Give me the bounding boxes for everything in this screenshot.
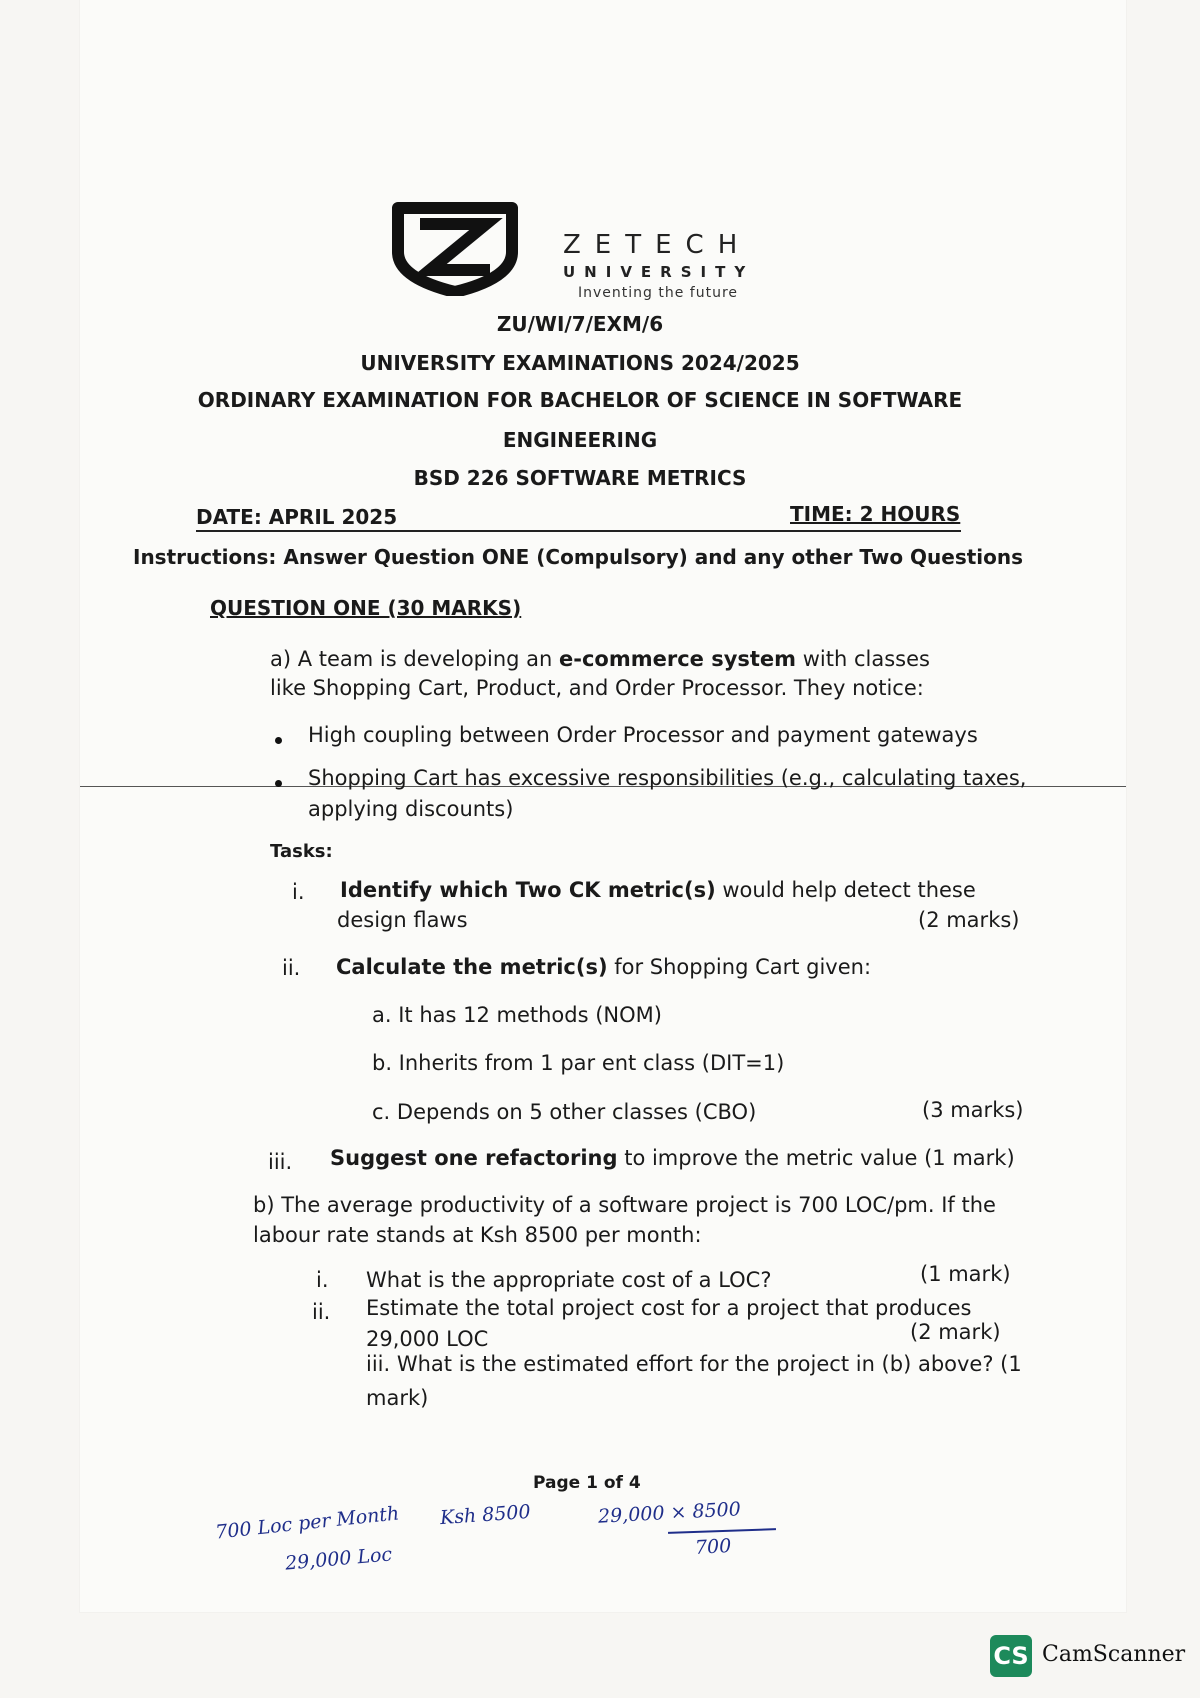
logo-name: ZETECH	[563, 230, 752, 260]
task-i-marks: (2 marks)	[918, 908, 1020, 932]
part-b-i-marks: (1 mark)	[920, 1262, 1011, 1286]
bullet-icon	[275, 780, 282, 787]
part-b-ii-text-line-2: 29,000 LOC	[366, 1327, 489, 1351]
handwritten-note-product: 29,000 × 8500	[597, 1498, 742, 1528]
part-b-iii-text: iii. What is the estimated effort for the project in (b) above? (1	[366, 1352, 1022, 1376]
task-i-text-line-2: design flaws	[337, 908, 468, 932]
part-b-iii-text-line-2: mark)	[366, 1386, 429, 1410]
bullet-icon	[275, 737, 282, 744]
task-ii-number: ii.	[282, 956, 301, 980]
bullet-item: High coupling between Order Processor and payment gateways	[308, 723, 978, 747]
tasks-label: Tasks:	[270, 841, 333, 862]
part-a-intro-line-1: a) A team is developing an e-commerce system with classes	[270, 647, 930, 671]
zetech-shield-icon	[390, 200, 520, 296]
task-ii-item-a: a. It has 12 methods (NOM)	[372, 1003, 662, 1027]
bullet-item-continued: applying discounts)	[308, 797, 514, 821]
course-title: BSD 226 SOFTWARE METRICS	[413, 466, 747, 490]
camscanner-logo-icon: CS	[990, 1635, 1032, 1677]
task-ii-item-c: c. Depends on 5 other classes (CBO)	[372, 1100, 757, 1124]
program-line-2: ENGINEERING	[502, 428, 658, 452]
part-a-intro-line-2: like Shopping Cart, Product, and Order Processor. They notice:	[270, 676, 924, 700]
exam-date: DATE: APRIL 2025	[196, 505, 398, 529]
logo-subtitle: UNIVERSITY	[563, 263, 755, 281]
task-iii-number: iii.	[268, 1150, 293, 1174]
university-logo	[390, 200, 810, 310]
exam-time: TIME: 2 HOURS	[790, 502, 961, 526]
camscanner-label: CamScanner	[1042, 1642, 1186, 1667]
handwritten-note-loc: 29,000 Loc	[284, 1543, 393, 1575]
question-one-title: QUESTION ONE (30 MARKS)	[210, 596, 522, 620]
handwritten-note-rate: 700 Loc per Month	[214, 1502, 401, 1544]
bullet-item: Shopping Cart has excessive responsibilities (e.g., calculating taxes,	[308, 766, 1027, 790]
program-line-1: ORDINARY EXAMINATION FOR BACHELOR OF SCIENCE IN SOFTWARE	[197, 388, 963, 412]
exam-title: UNIVERSITY EXAMINATIONS 2024/2025	[360, 351, 800, 375]
instructions: Instructions: Answer Question ONE (Compulsory) and any other Two Questions	[133, 545, 1024, 569]
task-iii-text: Suggest one refactoring to improve the metric value (1 mark)	[330, 1146, 1015, 1170]
part-b-ii-marks: (2 mark)	[910, 1320, 1001, 1344]
task-ii-item-b: b. Inherits from 1 par ent class (DIT=1)	[372, 1051, 785, 1075]
part-b-ii-number: ii.	[312, 1300, 331, 1324]
handwritten-note-wage: Ksh 8500	[439, 1500, 532, 1530]
task-i-text: Identify which Two CK metric(s) would help detect these	[340, 878, 976, 902]
logo-tagline: Inventing the future	[578, 285, 739, 301]
part-b-i-text: What is the appropriate cost of a LOC?	[366, 1268, 772, 1292]
handwritten-note-divisor: 700	[694, 1535, 732, 1559]
part-b-line-2: labour rate stands at Ksh 8500 per month:	[253, 1223, 702, 1247]
part-b-ii-text: Estimate the total project cost for a project that produces	[366, 1296, 972, 1320]
task-i-number: i.	[292, 880, 305, 904]
task-ii-marks: (3 marks)	[922, 1098, 1024, 1122]
task-ii-text: Calculate the metric(s) for Shopping Cart given:	[336, 955, 872, 979]
part-b-i-number: i.	[316, 1268, 329, 1292]
page-number: Page 1 of 4	[533, 1473, 641, 1493]
part-b-line-1: b) The average productivity of a software project is 700 LOC/pm. If the	[253, 1193, 996, 1217]
header-divider	[196, 530, 961, 532]
exam-code: ZU/WI/7/EXM/6	[496, 312, 664, 336]
